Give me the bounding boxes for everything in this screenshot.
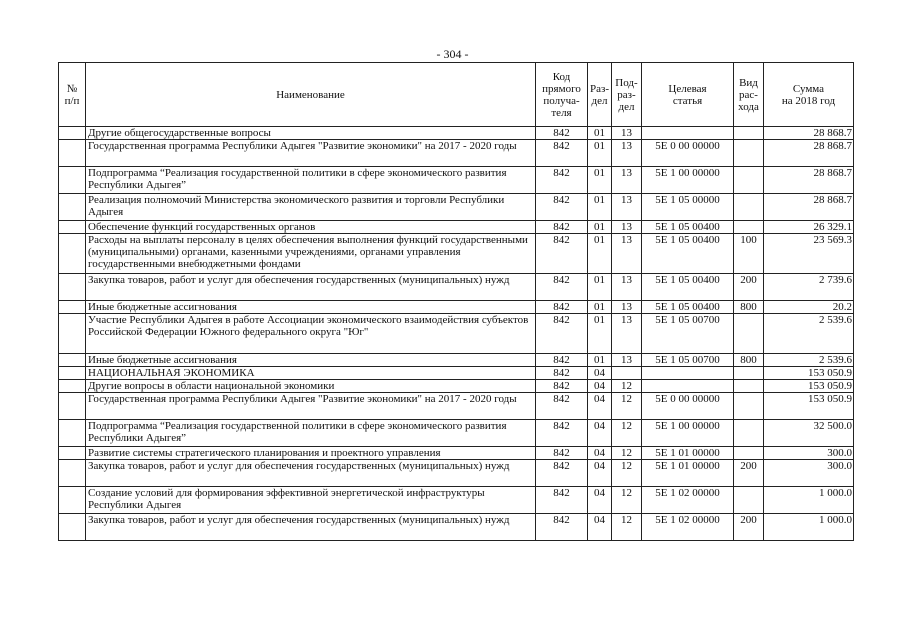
table-row (59, 167, 854, 194)
cell-section: 01 (588, 314, 612, 354)
cell-amount: 20.2 (764, 301, 854, 314)
cell-name: Другие вопросы в области национальной экономики (86, 380, 536, 393)
cell-target: 5Е 1 05 00400 (642, 221, 734, 234)
cell-num (59, 367, 86, 380)
cell-section: 04 (588, 487, 612, 514)
cell-section: 01 (588, 167, 612, 194)
cell-type (734, 194, 764, 221)
cell-section: 01 (588, 301, 612, 314)
cell-target: 5Е 1 00 00000 (642, 167, 734, 194)
cell-target: 5Е 1 05 00700 (642, 314, 734, 354)
cell-amount: 23 569.3 (764, 234, 854, 274)
cell-amount: 153 050.9 (764, 380, 854, 393)
cell-section: 01 (588, 234, 612, 274)
table-row (59, 367, 854, 380)
cell-name: Закупка товаров, работ и услуг для обеспечения государственных (муниципальных) нужд (86, 274, 536, 301)
cell-code: 842 (536, 234, 588, 274)
cell-name: Подпрограмма “Реализация государственной политики в сфере экономического развития Республики Адыгея” (86, 167, 536, 194)
cell-code: 842 (536, 460, 588, 487)
cell-type: 800 (734, 354, 764, 367)
cell-subsection: 13 (612, 194, 642, 221)
table-row (59, 487, 854, 514)
cell-amount: 2 539.6 (764, 354, 854, 367)
cell-num (59, 487, 86, 514)
cell-subsection: 13 (612, 167, 642, 194)
cell-subsection: 12 (612, 514, 642, 541)
cell-code: 842 (536, 393, 588, 420)
cell-name: Другие общегосударственные вопросы (86, 127, 536, 140)
cell-section: 01 (588, 221, 612, 234)
cell-target: 5Е 1 02 00000 (642, 514, 734, 541)
cell-subsection: 13 (612, 274, 642, 301)
cell-amount: 153 050.9 (764, 393, 854, 420)
cell-code: 842 (536, 514, 588, 541)
table-row (59, 354, 854, 367)
table-body (59, 127, 854, 541)
cell-subsection: 13 (612, 221, 642, 234)
cell-section: 01 (588, 274, 612, 301)
cell-subsection: 13 (612, 127, 642, 140)
cell-subsection: 13 (612, 314, 642, 354)
cell-target (642, 367, 734, 380)
cell-section: 01 (588, 194, 612, 221)
cell-num (59, 221, 86, 234)
cell-amount: 1 000.0 (764, 487, 854, 514)
cell-name: Расходы на выплаты персоналу в целях обеспечения выполнения функций государственными (муниципальными) органами, казенными учреждениями, органами управления государственными внебюджетными фондами (86, 234, 536, 274)
cell-target (642, 380, 734, 393)
table-row (59, 194, 854, 221)
cell-name: Реализация полномочий Министерства экономического развития и торговли Республики Адыгея (86, 194, 536, 221)
cell-name: Государственная программа Республики Адыгея "Развитие экономики" на 2017 - 2020 годы (86, 140, 536, 167)
table-row (59, 140, 854, 167)
cell-name: НАЦИОНАЛЬНАЯ ЭКОНОМИКА (86, 367, 536, 380)
cell-target: 5Е 1 00 00000 (642, 420, 734, 447)
cell-type (734, 140, 764, 167)
cell-target: 5Е 1 01 00000 (642, 447, 734, 460)
cell-section: 04 (588, 393, 612, 420)
cell-target: 5Е 1 05 00400 (642, 301, 734, 314)
cell-num (59, 127, 86, 140)
cell-num (59, 354, 86, 367)
cell-amount: 2 739.6 (764, 274, 854, 301)
cell-num (59, 314, 86, 354)
cell-type (734, 314, 764, 354)
header-code: Код прямого получа- теля (536, 63, 588, 127)
cell-code: 842 (536, 487, 588, 514)
cell-type: 200 (734, 514, 764, 541)
header-amount: Сумма на 2018 год (764, 63, 854, 127)
cell-section: 04 (588, 447, 612, 460)
table-row (59, 127, 854, 140)
cell-target: 5Е 0 00 00000 (642, 140, 734, 167)
cell-name: Иные бюджетные ассигнования (86, 301, 536, 314)
cell-name: Закупка товаров, работ и услуг для обеспечения государственных (муниципальных) нужд (86, 460, 536, 487)
cell-section: 04 (588, 420, 612, 447)
cell-type (734, 447, 764, 460)
cell-subsection: 12 (612, 487, 642, 514)
cell-name: Участие Республики Адыгея в работе Ассоциации экономического взаимодействия субъектов Российской Федерации Южного федерального округа "Юг" (86, 314, 536, 354)
cell-type (734, 167, 764, 194)
cell-section: 04 (588, 460, 612, 487)
cell-section: 04 (588, 514, 612, 541)
cell-num (59, 140, 86, 167)
cell-section: 01 (588, 354, 612, 367)
cell-name: Подпрограмма “Реализация государственной политики в сфере экономического развития Республики Адыгея” (86, 420, 536, 447)
cell-code: 842 (536, 420, 588, 447)
cell-num (59, 460, 86, 487)
cell-num (59, 514, 86, 541)
cell-amount: 28 868.7 (764, 127, 854, 140)
table-row (59, 274, 854, 301)
cell-subsection: 13 (612, 301, 642, 314)
header-row (59, 63, 854, 127)
budget-table (58, 62, 854, 541)
cell-subsection: 13 (612, 140, 642, 167)
cell-target: 5Е 1 05 00700 (642, 354, 734, 367)
cell-section: 01 (588, 127, 612, 140)
cell-num (59, 194, 86, 221)
cell-name: Государственная программа Республики Адыгея "Развитие экономики" на 2017 - 2020 годы (86, 393, 536, 420)
cell-type: 200 (734, 460, 764, 487)
cell-type: 100 (734, 234, 764, 274)
cell-code: 842 (536, 221, 588, 234)
header-type: Вид рас- хода (734, 63, 764, 127)
cell-code: 842 (536, 447, 588, 460)
table-row (59, 420, 854, 447)
cell-amount: 1 000.0 (764, 514, 854, 541)
cell-code: 842 (536, 194, 588, 221)
cell-subsection: 12 (612, 460, 642, 487)
header-num: № п/п (59, 63, 86, 127)
table-row (59, 234, 854, 274)
header-target: Целевая статья (642, 63, 734, 127)
cell-target: 5Е 1 05 00400 (642, 274, 734, 301)
cell-subsection: 12 (612, 393, 642, 420)
cell-type (734, 380, 764, 393)
cell-amount: 153 050.9 (764, 367, 854, 380)
cell-type (734, 221, 764, 234)
cell-num (59, 380, 86, 393)
cell-subsection: 12 (612, 420, 642, 447)
table-row (59, 460, 854, 487)
cell-num (59, 393, 86, 420)
cell-section: 01 (588, 140, 612, 167)
table-row (59, 380, 854, 393)
cell-num (59, 447, 86, 460)
cell-name: Обеспечение функций государственных органов (86, 221, 536, 234)
cell-code: 842 (536, 380, 588, 393)
cell-num (59, 420, 86, 447)
header-name: Наименование (86, 63, 536, 127)
cell-amount: 32 500.0 (764, 420, 854, 447)
cell-type (734, 420, 764, 447)
table-row (59, 314, 854, 354)
header-section: Раз- дел (588, 63, 612, 127)
cell-amount: 2 539.6 (764, 314, 854, 354)
cell-name: Развитие системы стратегического планирования и проектного управления (86, 447, 536, 460)
cell-amount: 28 868.7 (764, 194, 854, 221)
cell-name: Иные бюджетные ассигнования (86, 354, 536, 367)
cell-code: 842 (536, 301, 588, 314)
cell-amount: 300.0 (764, 460, 854, 487)
cell-code: 842 (536, 274, 588, 301)
cell-type (734, 393, 764, 420)
cell-subsection: 12 (612, 380, 642, 393)
cell-num (59, 167, 86, 194)
cell-amount: 300.0 (764, 447, 854, 460)
cell-code: 842 (536, 314, 588, 354)
cell-amount: 28 868.7 (764, 167, 854, 194)
table-row (59, 514, 854, 541)
cell-section: 04 (588, 367, 612, 380)
cell-code: 842 (536, 127, 588, 140)
cell-amount: 28 868.7 (764, 140, 854, 167)
cell-type (734, 367, 764, 380)
cell-section: 04 (588, 380, 612, 393)
cell-target (642, 127, 734, 140)
table-row (59, 393, 854, 420)
cell-target: 5Е 1 05 00400 (642, 234, 734, 274)
cell-target: 5Е 1 05 00000 (642, 194, 734, 221)
page-number: - 304 - (436, 47, 469, 61)
table-row (59, 301, 854, 314)
cell-name: Создание условий для формирования эффективной энергетической инфраструктуры Республики Адыгея (86, 487, 536, 514)
table-row (59, 447, 854, 460)
cell-num (59, 234, 86, 274)
cell-num (59, 301, 86, 314)
cell-type: 800 (734, 301, 764, 314)
cell-amount: 26 329.1 (764, 221, 854, 234)
cell-code: 842 (536, 140, 588, 167)
cell-subsection: 13 (612, 354, 642, 367)
table-row (59, 221, 854, 234)
cell-type: 200 (734, 274, 764, 301)
cell-target: 5Е 0 00 00000 (642, 393, 734, 420)
cell-target: 5Е 1 01 00000 (642, 460, 734, 487)
cell-num (59, 274, 86, 301)
cell-subsection: 12 (612, 447, 642, 460)
cell-subsection (612, 367, 642, 380)
cell-code: 842 (536, 354, 588, 367)
cell-subsection: 13 (612, 234, 642, 274)
cell-code: 842 (536, 367, 588, 380)
cell-name: Закупка товаров, работ и услуг для обеспечения государственных (муниципальных) нужд (86, 514, 536, 541)
cell-type (734, 487, 764, 514)
cell-type (734, 127, 764, 140)
cell-target: 5Е 1 02 00000 (642, 487, 734, 514)
header-subsection: Под- раз- дел (612, 63, 642, 127)
cell-code: 842 (536, 167, 588, 194)
